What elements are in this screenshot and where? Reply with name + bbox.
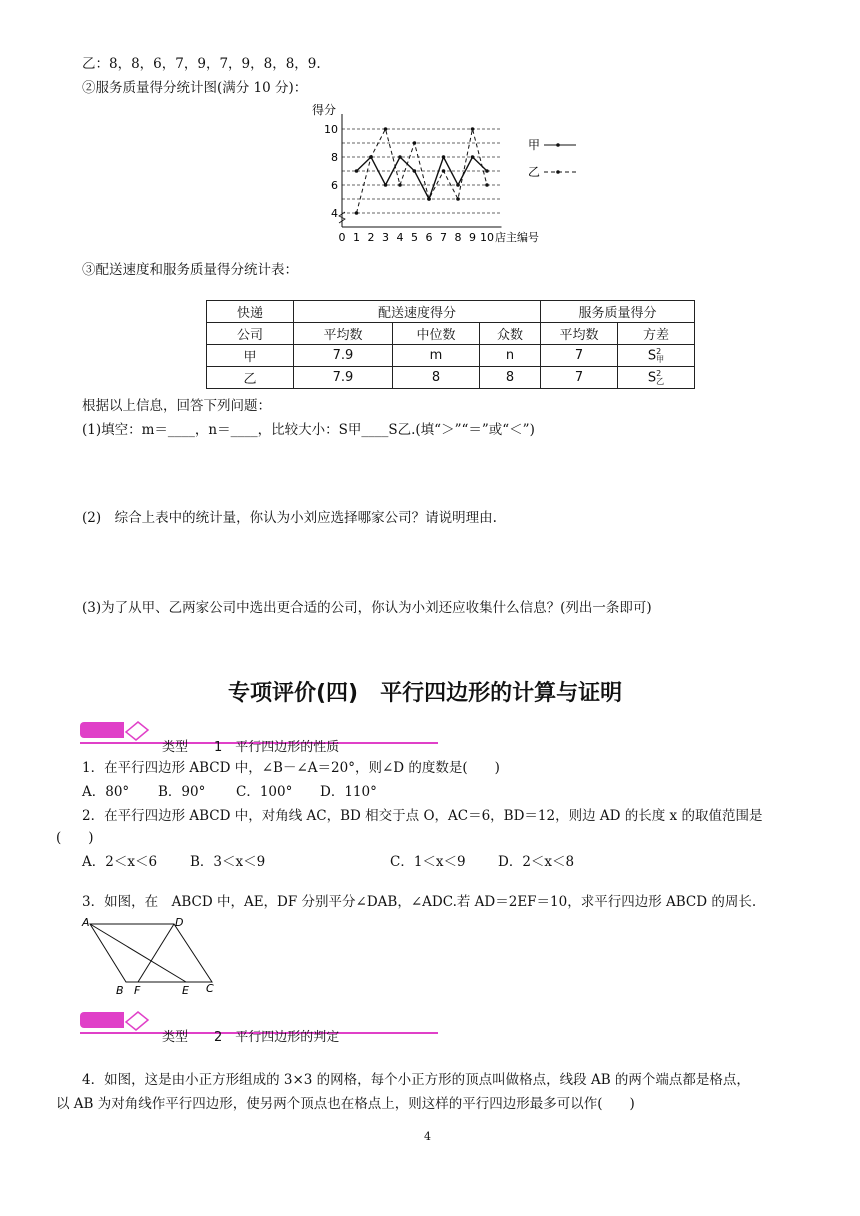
item3-title: ③配送速度和服务质量得分统计表： [82, 262, 298, 278]
var-sup: 2 [656, 368, 662, 378]
type1-label: 类型 1 平行四边形的性质 [162, 740, 340, 755]
type1-banner [80, 720, 440, 755]
question-1: (1)填空：m＝____，n＝____，比较大小：S甲____S乙.(填“＞”“＝”或“＜”) [82, 422, 535, 438]
problem-4-line1: 4．如图，这是由小正方形组成的 3×3 的网格，每个小正方形的顶点叫做格点，线段 AB 的两个端点都是格点， [82, 1072, 750, 1088]
sub-header: 平均数 [541, 323, 618, 345]
variance-cell [618, 367, 695, 389]
sub-header: 中位数 [393, 323, 480, 345]
y-axis-title: 得分 [312, 103, 337, 117]
data-point [442, 155, 446, 159]
data-point [355, 169, 359, 173]
label-e: E [182, 984, 189, 997]
x-tick-label: 6 [425, 231, 433, 244]
question-2: (2) 综合上表中的统计量，你认为小刘应选择哪家公司？请说明理由. [82, 510, 497, 526]
cell: n [480, 345, 541, 367]
legend-label: 甲 [528, 138, 541, 152]
x-tick-label: 1 [353, 231, 360, 244]
data-point [427, 197, 431, 201]
x-axis-title: 店主编号 [495, 231, 539, 244]
legend-label: 乙 [528, 165, 541, 179]
p1-option-c: C．100° [236, 784, 293, 800]
question-3: (3)为了从甲、乙两家公司中选出更合适的公司，你认为小刘还应收集什么信息？(列出一条即可) [82, 600, 652, 616]
cell: 7.9 [294, 367, 393, 389]
cell: 8 [393, 367, 480, 389]
service-score-chart [300, 100, 590, 250]
legend-marker [556, 143, 560, 147]
p2-option-d: D．2＜x＜8 [498, 854, 575, 870]
x-tick-label: 5 [411, 231, 418, 244]
sub-header: 方差 [618, 323, 695, 345]
label-d: D [175, 916, 184, 929]
problem-1: 1．在平行四边形 ABCD 中，∠B－∠A＝20°，则∠D 的度数是( ) [82, 760, 500, 776]
y-tick-label: 4 [331, 207, 338, 220]
legend-marker [556, 170, 560, 174]
x-tick-label: 4 [396, 231, 404, 244]
group-service-header: 服务质量得分 [541, 301, 695, 323]
data-point [384, 127, 388, 131]
p2-option-c: C．1＜x＜9 [390, 854, 466, 870]
label-a: A [82, 916, 90, 929]
group-speed-header: 配送速度得分 [294, 301, 541, 323]
banner-pill [80, 722, 124, 738]
problem-3: 3．如图，在 ABCD 中，AE，DF 分别平分∠DAB，∠ADC.若 AD＝2EF＝10，求平行四边形 ABCD 的周长. [82, 894, 757, 910]
data-point [456, 183, 460, 187]
data-point [485, 183, 489, 187]
type2-banner [80, 1010, 440, 1045]
y-tick-label: 10 [324, 123, 338, 136]
sub-header: 众数 [480, 323, 541, 345]
data-point [355, 211, 359, 215]
row-name: 乙 [207, 367, 294, 389]
pencil-icon [122, 720, 152, 742]
var-sub: 甲 [656, 354, 665, 364]
p2-option-b: B．3＜x＜9 [190, 854, 266, 870]
x-tick-label: 9 [469, 231, 476, 244]
series-line-0 [357, 157, 488, 199]
data-point [413, 141, 417, 145]
label-f: F [134, 984, 141, 997]
label-c: C [206, 982, 214, 995]
p1-option-d: D．110° [320, 784, 377, 800]
table-row [207, 345, 695, 367]
data-point [398, 183, 402, 187]
problem-2-line2: ( ) [56, 830, 94, 846]
section-title: 专项评价(四) 平行四边形的计算与证明 [228, 681, 623, 706]
table-row [207, 367, 695, 389]
p1-option-b: B．90° [158, 784, 206, 800]
var-base: S [647, 370, 657, 385]
banner-pill [80, 1012, 124, 1028]
data-point [485, 169, 489, 173]
type2-label: 类型 2 平行四边形的判定 [162, 1030, 340, 1045]
x-tick-label: 8 [454, 231, 462, 244]
data-point [442, 169, 446, 173]
parallelogram-figure [78, 912, 228, 998]
x-tick-label: 0 [338, 231, 346, 244]
page-number: 4 [424, 1130, 431, 1143]
label-b: B [116, 984, 124, 997]
p1-option-a: A．80° [82, 784, 130, 800]
problem-2-line1: 2．在平行四边形 ABCD 中，对角线 AC，BD 相交于点 O，AC＝6，BD＝12，则边 AD 的长度 x 的取值范围是 [82, 808, 763, 824]
problem-4-line2: 以 AB 为对角线作平行四边形，使另两个顶点也在格点上，则这样的平行四边形最多可以作( ) [56, 1096, 635, 1112]
data-point [384, 183, 388, 187]
cell: 7 [541, 345, 618, 367]
y-tick-label: 6 [331, 179, 338, 192]
item2-title: ②服务质量得分统计图(满分 10 分)： [82, 80, 308, 96]
variance-cell [618, 345, 695, 367]
var-sub: 乙 [656, 376, 665, 386]
data-point [398, 155, 402, 159]
cell: m [393, 345, 480, 367]
x-tick-label: 3 [382, 231, 389, 244]
var-base: S [647, 348, 657, 363]
data-point [369, 155, 373, 159]
y-tick-label: 8 [331, 151, 338, 164]
stats-table [206, 300, 695, 389]
head-company-2: 公司 [207, 323, 294, 345]
p2-option-a: A．2＜x＜6 [82, 854, 158, 870]
questions-lead: 根据以上信息，回答下列问题： [82, 398, 271, 414]
x-tick-label: 7 [440, 231, 447, 244]
cell: 8 [480, 367, 541, 389]
data-point [471, 155, 475, 159]
x-tick-label: 2 [367, 231, 375, 244]
data-point [471, 127, 475, 131]
head-company-1: 快递 [207, 301, 294, 323]
yi-score-line: 乙：8，8，6，7，9，7，9，8，8，9. [82, 56, 321, 72]
data-point [456, 197, 460, 201]
axis-break [339, 212, 345, 223]
row-name: 甲 [207, 345, 294, 367]
var-sup: 2 [656, 346, 662, 356]
cell: 7.9 [294, 345, 393, 367]
data-point [413, 169, 417, 173]
sub-header: 平均数 [294, 323, 393, 345]
x-tick-label: 10 [480, 231, 494, 244]
pencil-icon [122, 1010, 152, 1032]
cell: 7 [541, 367, 618, 389]
